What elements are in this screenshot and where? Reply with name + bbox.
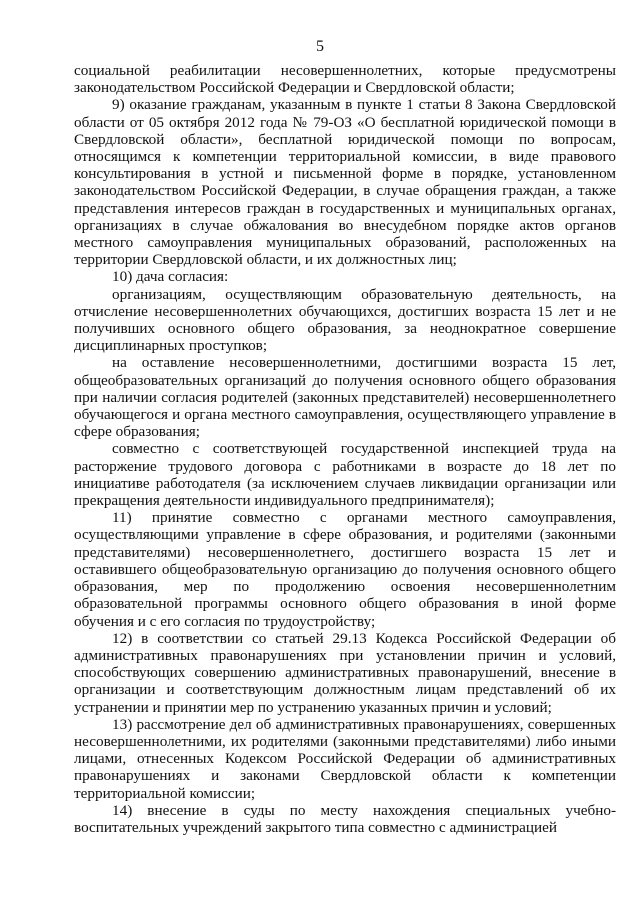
paragraph-item-10: 10) дача согласия: xyxy=(112,268,229,286)
paragraph-item-9: 9) оказание гражданам, указанным в пункте 1 статьи 8 Закона Свердловской области от 05 октября 2012 года № 79-ОЗ «О бесплатной юридической помощи в Свердловской области», бесплатной юридической помощи по вопросам, относящимся к компетенции территориальной комиссии, в виде правового консультирования в устной и письменной форме в порядке, установленном законодательством Российской Федерации, в случае обращения граждан, а также представления интересов граждан в государственных и муниципальных органах, организациях в случае обжалования во внесудебном порядке актов органов местного самоуправления муниципальных образований, расположенных на территории Свердловской области, и их должностных лиц; xyxy=(74,96,616,269)
paragraph-item-12: 12) в соответствии со статьей 29.13 Кодекса Российской Федерации об административных правонарушениях при установлении причин и условий, способствующих совершению административных правонарушений, внесение в организации и соответствующим должностным лицам представлений об их устранении и принятии мер по устранению указанных причин и условий; xyxy=(74,629,616,716)
paragraph-item-13: 13) рассмотрение дел об административных правонарушениях, совершенных несовершеннолетними, их родителями (законными представителями) либо иными лицами, отнесенных Кодексом Российской Федерации об административных правонарушениях и законами Свердловской области к компетенции территориальной комиссии; xyxy=(74,715,616,802)
page-number: 5 xyxy=(316,38,324,55)
paragraph-continuation: социальной реабилитации несовершеннолетних, которые предусмотрены законодательством Российской Федерации и Свердловской области; xyxy=(74,62,616,97)
paragraph-item-14: 14) внесение в суды по месту нахождения специальных учебно-воспитательных учреждений закрытого типа совместно с администрацией xyxy=(74,801,616,836)
paragraph-item-10-labor-contract: совместно с соответствующей государственной инспекцией труда на расторжение трудового договора с работниками в возрасте до 18 лет по инициативе работодателя (за исключением случаев ликвидации организации или прекращения деятельности индивидуального предпринимателя); xyxy=(74,440,616,510)
paragraph-item-11: 11) принятие совместно с органами местного самоуправления, осуществляющими управление в сфере образования, и родителями (законными представителями) несовершеннолетнего, достигшего возраста 15 лет и оставившего общеобразовательную организацию до получения основного общего образования, мер по продолжению освоения несовершеннолетним образовательной программы основного общего образования в иной форме обучения и с его согласия по трудоустройству; xyxy=(74,509,616,630)
paragraph-item-10-leaving-school: на оставление несовершеннолетними, достигшими возраста 15 лет, общеобразовательных организаций до получения основного общего образования при наличии согласия родителей (законных представителей) несовершеннолетнего обучающегося и органа местного самоуправления, осуществляющего управление в сфере образования; xyxy=(74,354,616,441)
document-body xyxy=(74,62,616,836)
paragraph-item-10-expulsion: организациям, осуществляющим образовательную деятельность, на отчисление несовершеннолетних обучающихся, достигших возраста 15 лет и не получивших основного общего образования, за неоднократное совершение дисциплинарных проступков; xyxy=(74,285,616,355)
